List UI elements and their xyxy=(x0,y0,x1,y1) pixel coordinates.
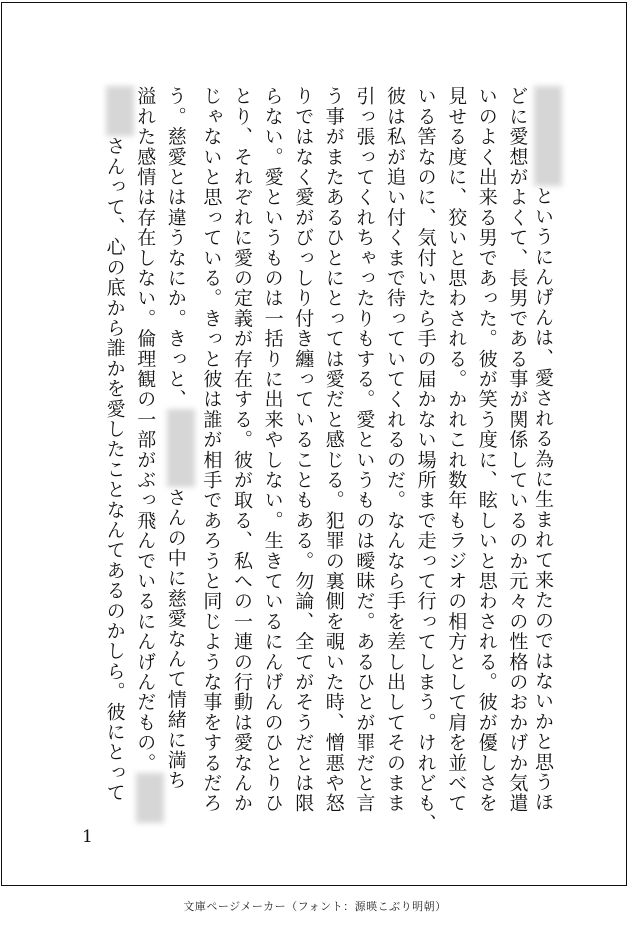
text-run: 彼は私が追い付くまで待っていてくれるのだ。なんなら手を差し出してそのまま xyxy=(384,86,406,814)
text-column xyxy=(503,86,531,813)
page-number: 1 xyxy=(82,827,93,847)
text-run: いる筈なのに、気付いたら手の届かない場所まで走って行ってしまう。けれども、 xyxy=(414,86,437,834)
text-column xyxy=(259,86,287,813)
generator-caption: 文庫ページメーカー（フォント：源暎こぶり明朝） xyxy=(183,900,447,913)
text-column xyxy=(381,86,409,813)
redacted-name xyxy=(167,409,195,487)
text-run: というにんげんは、愛される為に生まれて来たのではないかと思うほ xyxy=(532,186,554,813)
text-column xyxy=(350,86,378,813)
text-run: いのよく出来る男であった。彼が笑う度に、眩しいと思わされる。彼が優しさを xyxy=(475,86,498,814)
text-run: じゃないと思っている。きっと彼は誰が相手であろうと同じような事をするだろ xyxy=(200,86,223,814)
text-column xyxy=(228,86,256,813)
text-run: とり、それぞれに愛の定義が存在する。彼が取る、私への一連の行動は愛なんか xyxy=(231,86,253,814)
text-run: う事がまたあるひとにとっては愛だと感じる。犯罪の裏側を覗いた時、憎悪や怒 xyxy=(322,86,345,814)
redacted-name xyxy=(534,86,562,186)
text-column xyxy=(412,86,440,833)
text-column xyxy=(197,86,225,813)
text-column xyxy=(103,86,134,803)
text-column xyxy=(473,86,501,813)
text-run: さんの中に慈愛なんて情緒に満ち xyxy=(164,487,187,791)
redacted-name xyxy=(136,773,164,823)
text-column xyxy=(534,86,562,812)
text-column xyxy=(442,86,470,813)
text-run: う。慈愛とは違うなにか。きっと、 xyxy=(164,86,187,410)
text-run: 見せる度に、狡いと思わされる。かれこれ数年もラジオの相方として肩を並べて xyxy=(445,86,468,814)
redacted-name xyxy=(106,86,134,136)
text-run: りではなく愛がびっしり付き纏っていることもある。勿論、全てがそうだとは限 xyxy=(292,86,315,814)
text-run: さんって、心の底から誰かを愛したことなんてあるのかしら。彼にとって xyxy=(103,136,126,803)
text-column xyxy=(289,86,317,813)
text-run: どに愛想がよくて、長男である事が関係しているのか元々の性格のおかげか気遣 xyxy=(506,86,529,814)
text-run: 溢れた感情は存在しない。倫理観の一部がぶっ飛んでいるにんげんだもの。 xyxy=(134,86,157,773)
book-page xyxy=(1,2,627,886)
text-run: 引っ張ってくれちゃったりもする。愛というものは曖昧だ。あるひとが罪だと言 xyxy=(353,86,376,814)
text-column xyxy=(320,86,348,813)
text-column xyxy=(136,86,164,823)
text-run: らない。愛というものは一括りに出来やしない。生きているにんげんのひとりひ xyxy=(261,86,284,814)
text-column xyxy=(164,86,195,791)
